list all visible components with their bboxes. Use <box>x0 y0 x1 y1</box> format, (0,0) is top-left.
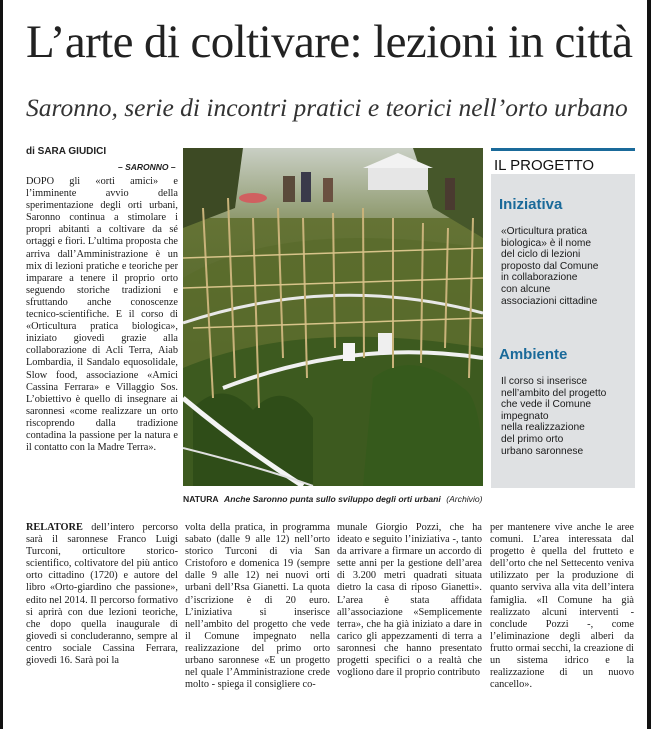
article-byline: di SARA GIUDICI <box>26 146 107 157</box>
sidebar-line: nell’ambito del progetto <box>501 387 607 399</box>
sidebar-line: del ciclo di lezioni <box>501 249 581 261</box>
relatore-paragraph: dell’intero percorso sarà il saronnese Franco Luigi Turconi, orticultore storico-scientifico, coltivatore del più antico orto cittadino (1720) e autore del libro «Orto-giardino che passione», edito nel 2014. Il percorso formativo si aprirà con due lezioni teoriche, che dopo quella inaugurale di giovedì si concluderanno, sempre al centro sociale Cassina Ferrara, giovedì 16. Sarà poi la <box>26 522 178 667</box>
article-dateline: – SARONNO – <box>118 162 176 172</box>
sidebar-text-iniziativa <box>501 226 629 307</box>
relatore-lead: RELATORE <box>26 522 83 533</box>
sidebar-line: in collaborazione <box>501 272 578 284</box>
column-3-text: munale Giorgio Pozzi, che ha ideato e seguito l’iniziativa -, tanto da arrivare a firmare un accordo di sette anni per la gestione dell’area di 3.200 metri quadrati situata dietro la casa di riposo Gianetti». L’area è stata affidata all’associazione «Semplicemente terra», che ha già iniziato a dare in carico gli appezzamenti di terra a saronnesi che hanno presentato progetti specifici o a realtà che vogliono dare il proprio contributo <box>337 522 482 679</box>
sidebar-heading-ambiente: Ambiente <box>499 346 568 363</box>
sidebar-line: associazioni cittadine <box>501 295 598 307</box>
article-headline: L’arte di coltivare: lezioni in città <box>26 16 633 68</box>
article-lead-column <box>26 176 178 454</box>
sidebar-line: biologica» è il nome <box>501 237 592 249</box>
sidebar-line: «Orticultura pratica <box>501 226 588 237</box>
article-column-3 <box>337 522 482 679</box>
page-border-left <box>0 0 3 729</box>
caption-credit: (Archivio) <box>446 494 483 504</box>
sidebar-text-ambiente <box>501 376 629 457</box>
lead-paragraph: DOPO gli «orti amici» e l’imminente avvio della sperimentazione degli orti urbani, Saronno continua a stimolare i propri abitanti a coltivare da sé ortaggi e fiori. L’ultima proposta che arriva dall’Amministrazione è un mix di lezioni pratiche e teoriche per imparare a tenere il proprio orto seguendo storiche tradizioni e sfruttando anche conoscenze tecnico-scientifiche. E il corso di «Orticultura pratica biologica», iniziato giovedì grazie alla collaborazione di Acli Terra, Aiab Lombardia, il Sandalo equosolidale, Slow food, associazione «Amici Cassina Ferrara» e Villaggio Sos. L’obiettivo è quello di insegnare ai saronnesi «come realizzare un orto riscoprendo dalla tradizione contadina la passione per la natura e il contatto con la Madre Terra». <box>26 176 178 454</box>
sidebar-heading-iniziativa: Iniziativa <box>499 196 563 213</box>
column-4-text: per mantenere vive anche le aree comuni. L’area interessata dal progetto è quella del frutteto e dell’orto che nel Settecento veniva utilizzato per la produzione di quanto serviva alla vita dell’intera famiglia. «Il Comune ha già realizzato alcuni interventi - conclude Pozzi -, come l’eliminazione degli alberi da frutto ormai secchi, la creazione di un sistema idrico e la realizzazione di un nuovo cancello». <box>490 522 634 691</box>
column-2-text: volta della pratica, in programma sabato (dalle 9 alle 12) nell’orto storico Turconi di via San Cristoforo e domenica 19 (sempre dalle 9 alle 12) nei nuovi orti urbani dell’Rsa Gianetti. La quota d’iscrizione è di 20 euro. L’iniziativa si inserisce nell’ambito del progetto che vede il Comune impegnato nella realizzazione del primo orto urbano saronnese «E un progetto nel quale l’Amministrazione crede molto - spiega il consigliere co- <box>185 522 330 691</box>
sidebar-line: impegnato <box>501 410 549 422</box>
sidebar-line: con alcune <box>501 283 551 295</box>
sidebar-line: proposto dal Comune <box>501 260 599 272</box>
article-subheadline: Saronno, serie di incontri pratici e teorici nell’orto urbano <box>26 93 628 122</box>
sidebar-line: del primo orto <box>501 433 564 445</box>
sidebar-line: nella realizzazione <box>501 422 585 434</box>
photo-caption <box>183 494 483 504</box>
article-column-2 <box>185 522 330 691</box>
garden-photo <box>183 148 483 486</box>
page-border-right <box>647 0 651 729</box>
article-column-1 <box>26 522 178 667</box>
sidebar-line: urbano saronnese <box>501 445 584 457</box>
sidebar-line: che vede il Comune <box>501 399 592 411</box>
project-sidebar <box>491 148 635 488</box>
caption-tag: NATURA <box>183 494 219 504</box>
article-column-4 <box>490 522 634 691</box>
sidebar-title: IL PROGETTO <box>491 148 635 174</box>
sidebar-line: Il corso si inserisce <box>501 376 588 387</box>
caption-text: Anche Saronno punta sullo sviluppo degli orti urbani <box>224 494 441 504</box>
